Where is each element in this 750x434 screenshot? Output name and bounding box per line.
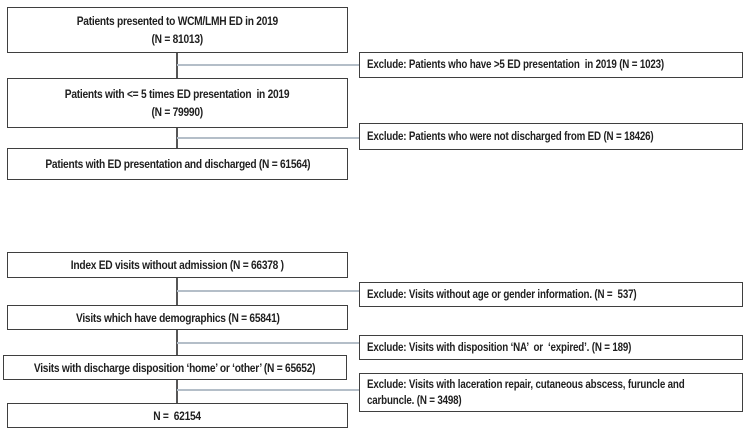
- exclude-box-text: Exclude: Visits with laceration repair, cutaneous abscess, furuncle and: [367, 378, 685, 391]
- flow-box-text: Visits with discharge disposition ‘home’ or ‘other’ (N = 65652): [34, 360, 316, 375]
- flow-box-text: Index ED visits without admission (N = 66378 ): [70, 258, 285, 272]
- branch-line: [177, 290, 359, 292]
- flow-box-text: Visits which have demographics (N = 65841): [75, 310, 280, 325]
- flow-box-count: (N = 81013): [151, 32, 204, 46]
- exclude-box-text: carbuncle. (N = 3498): [367, 394, 462, 407]
- flow-box-presented-and-discharged: [7, 148, 348, 180]
- exclude-box-text: Exclude: Patients who have >5 ED presentation in 2019 (N = 1023): [367, 59, 664, 71]
- flow-box-disposition-home-or-other: [3, 355, 347, 380]
- flow-box-index-visits-without-admission: [7, 252, 348, 278]
- flow-box-patients-presented: [7, 7, 348, 53]
- exclude-box-no-age-gender: [359, 282, 743, 307]
- exclude-box-text: Exclude: Visits without age or gender information. (N = 537): [367, 288, 637, 301]
- exclude-box-text: Exclude: Patients who were not discharged from ED (N = 18426): [367, 130, 654, 143]
- connector-line: [176, 380, 178, 403]
- flow-box-text: Patients with <= 5 times ED presentation in 2019: [65, 87, 290, 101]
- flow-box-visits-with-demographics: [7, 305, 348, 330]
- exclude-box-text: Exclude: Visits with disposition ‘NA’ or ‘expired’. (N = 189): [367, 341, 632, 354]
- flow-box-text: Patients with ED presentation and discharged (N = 61564): [45, 157, 310, 171]
- branch-line: [177, 64, 359, 66]
- exclude-box-not-discharged: [359, 123, 743, 150]
- flow-box-final-count: [7, 403, 348, 428]
- exclude-box-laceration-abscess: [359, 373, 743, 412]
- flow-box-text: N = 62154: [153, 408, 202, 423]
- flow-box-text: Patients presented to WCM/LMH ED in 2019: [76, 14, 279, 28]
- exclude-box-na-expired: [359, 335, 743, 360]
- flow-box-count: (N = 79990): [151, 105, 204, 119]
- branch-line: [177, 389, 359, 391]
- exclude-box-more-than-5-presentations: [359, 52, 743, 78]
- branch-line: [177, 137, 359, 139]
- flow-box-five-or-less-presentations: [7, 78, 348, 128]
- branch-line: [177, 342, 359, 344]
